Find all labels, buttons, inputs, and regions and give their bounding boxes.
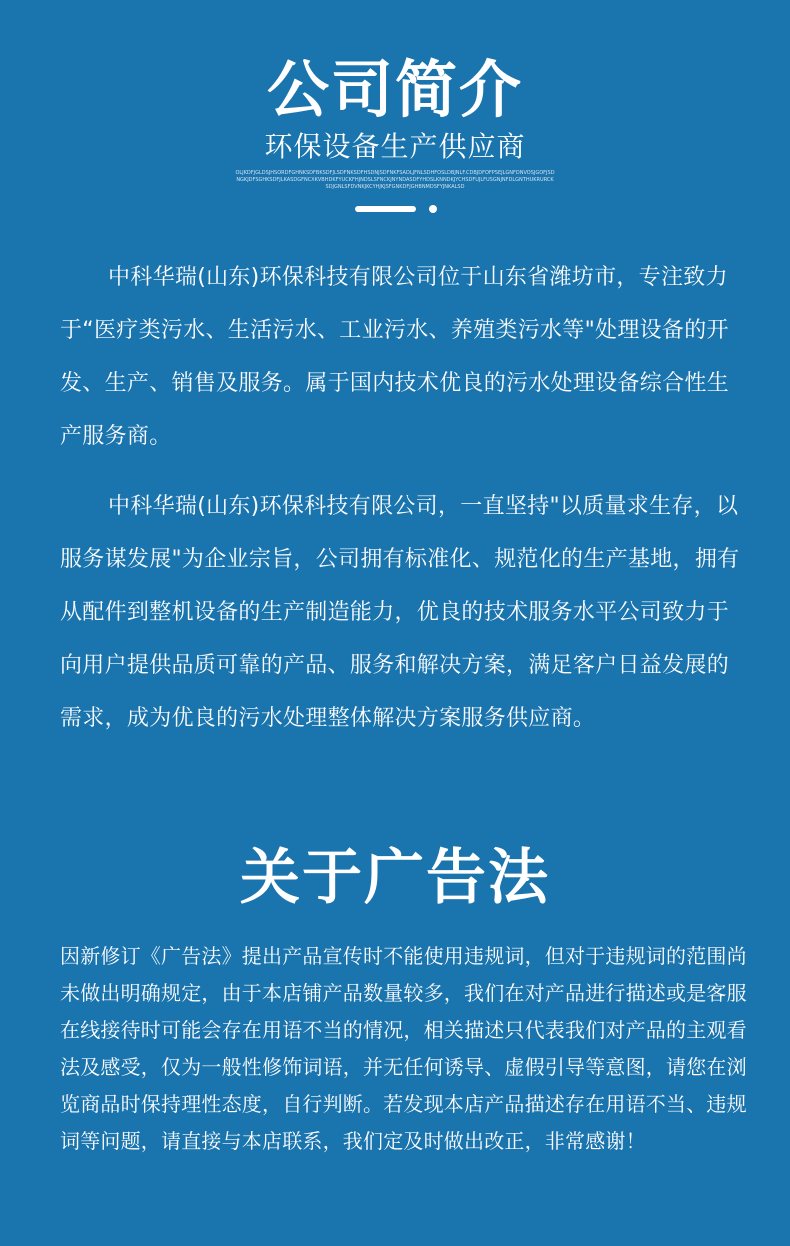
advertising-law-title: 关于广告法 bbox=[240, 843, 550, 913]
decorative-tiny-text: OLJKDFJGLDSJHSORDFGHNKSDFBKSDFJLSDFNKSDFHSDNJSDFNKFSADLJFNLSDHFOSLDBJNLF.CDBJDFOFPSEJLGNFDNVOSJGOFJSDNGKJDFSGHKSDFJLKASDGFNCXKVBHDKFYUCKFHJNDSLSFNCKJNYNDASDFYHDSLKNNDKJYCHSDFUJLFUSGNJNFDLGNTHUKRURCKSDJGNLSFDVNKJKCYHJKJSFGNKDFJGHBNMDSFYJNKALSD bbox=[235, 170, 555, 190]
company-intro-title: 公司简介 bbox=[266, 53, 523, 126]
intro-paragraph-2: 中科华瑞(山东)环保科技有限公司，一直坚持"以质量求生存，以服务谋发展"为企业宗旨，公司拥有标准化、规范化的生产基地，拥有从配件到整机设备的生产制造能力，优良的技术服务水平公司致力于向用户提供品质可靠的产品、服务和解决方案，满足客户日益发展的需求，成为优良的污水处理整体解决方案服务供应商。 bbox=[60, 494, 740, 731]
divider-dot bbox=[429, 205, 437, 213]
title-divider bbox=[355, 205, 439, 213]
intro-paragraph-1: 中科华瑞(山东)环保科技有限公司位于山东省潍坊市，专注致力于“医疗类污水、生活污水、工业污水、养殖类污水等"处理设备的开发、生产、销售及服务。属于国内技术优良的污水处理设备综合性生产服务商。 bbox=[60, 265, 730, 449]
advertising-law-notice: 因新修订《广告法》提出产品宣传时不能使用违规词，但对于违规词的范围尚未做出明确规定，由于本店铺产品数量较多，我们在对产品进行描述或是客服在线接待时可能会存在用语不当的情况，相关描述只代表我们对产品的主观看法及感受，仅为一般性修饰词语，并无任何诱导、虚假引导等意图，请您在浏览商品时保持理性态度，自行判断。若发现本店产品描述存在用语不当、违规词等问题，请直接与本店联系，我们定及时做出改正，非常感谢！ bbox=[60, 944, 747, 1153]
divider-bar bbox=[355, 206, 416, 212]
company-intro-subtitle: 环保设备生产供应商 bbox=[264, 130, 526, 163]
